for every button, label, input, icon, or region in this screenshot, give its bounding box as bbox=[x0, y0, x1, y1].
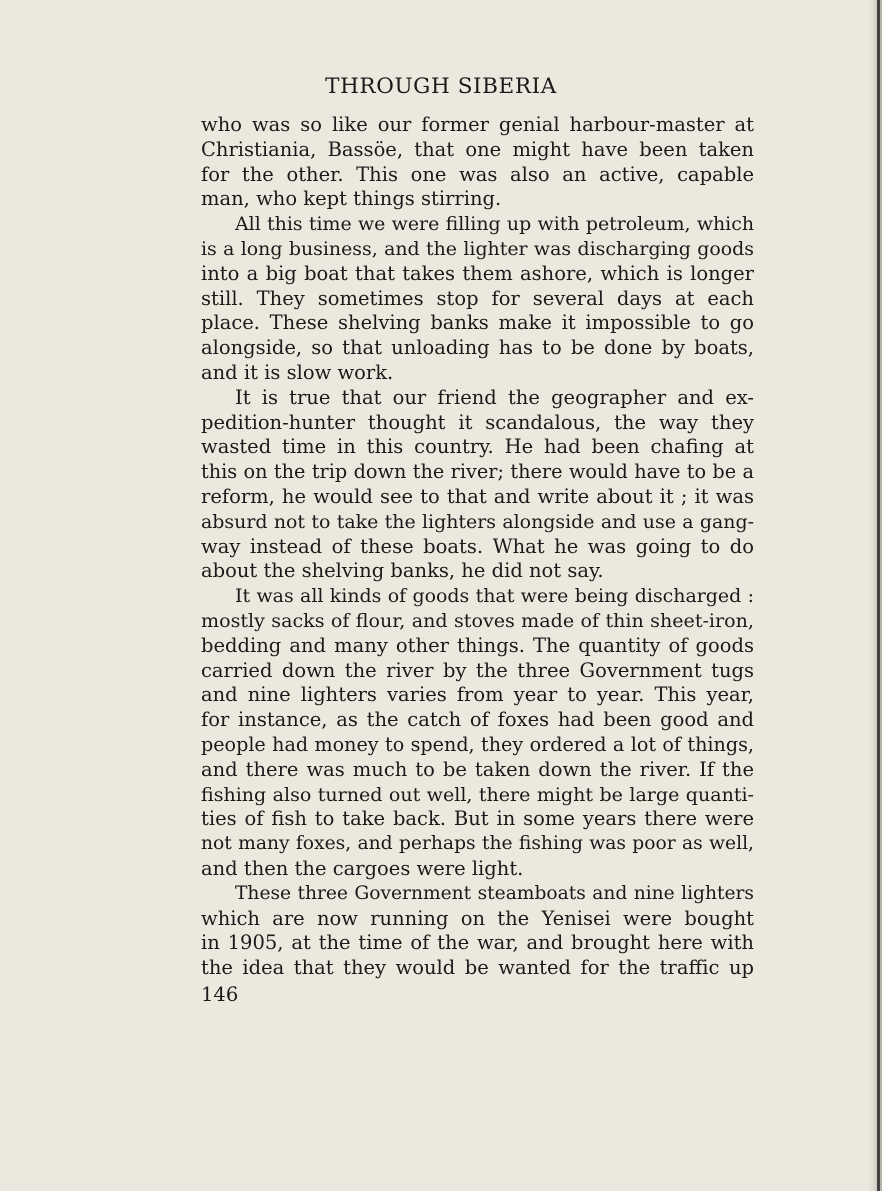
text-line: It was all kinds of goods that were being discharged : bbox=[235, 585, 754, 608]
text-line: not many foxes, and perhaps the fishing was poor as well, bbox=[201, 833, 754, 855]
text-line: still. They sometimes stop for several days at each bbox=[201, 286, 754, 310]
text-line: absurd not to take the lighters alongside and use a gang- bbox=[201, 510, 754, 533]
text-line: into a big boat that takes them ashore, which is longer bbox=[201, 261, 754, 285]
text-line: pedition-hunter thought it scandalous, the way they bbox=[201, 410, 754, 434]
text-line: about the shelving banks, he did not say. bbox=[201, 559, 604, 583]
text-line: who was so like our former genial harbour-master at bbox=[201, 113, 754, 136]
page-number: 146 bbox=[201, 983, 239, 1006]
text-line: Christiania, Bassöe, that one might have been taken bbox=[201, 137, 754, 161]
text-line: man, who kept things stirring. bbox=[201, 187, 502, 211]
text-line: fishing also turned out well, there might be large quanti- bbox=[201, 783, 754, 806]
text-line: in 1905, at the time of the war, and brought here with bbox=[201, 931, 754, 955]
text-line: and then the cargoes were light. bbox=[201, 856, 524, 880]
text-line: alongside, so that unloading has to be done by boats, bbox=[201, 336, 754, 360]
running-head: THROUGH SIBERIA bbox=[325, 74, 557, 99]
body-text bbox=[201, 113, 754, 981]
text-line: These three Government steamboats and nine lighters bbox=[235, 882, 754, 904]
text-line: ties of fish to take back. But in some years there were bbox=[201, 807, 754, 831]
text-line: which are now running on the Yenisei were bought bbox=[201, 906, 754, 930]
text-line: way instead of these boats. What he was going to do bbox=[201, 534, 754, 558]
text-line: is a long business, and the lighter was discharging goods bbox=[201, 237, 754, 260]
text-line: and nine lighters varies from year to year. This year, bbox=[201, 683, 754, 707]
page-edge-line bbox=[877, 0, 880, 1191]
text-line: wasted time in this country. He had been chafing at bbox=[201, 435, 754, 459]
text-line: for instance, as the catch of foxes had been good and bbox=[201, 708, 754, 732]
text-line: and there was much to be taken down the river. If the bbox=[201, 757, 754, 781]
text-line: All this time we were filling up with petroleum, which bbox=[235, 213, 754, 236]
text-line: bedding and many other things. The quantity of goods bbox=[201, 633, 754, 657]
text-line: It is true that our friend the geographer and ex- bbox=[235, 385, 754, 409]
text-line: reform, he would see to that and write about it ; it was bbox=[201, 484, 754, 508]
text-line: place. These shelving banks make it impossible to go bbox=[201, 311, 754, 335]
text-line: the idea that they would be wanted for the traffic up bbox=[201, 956, 754, 980]
text-line: this on the trip down the river; there would have to be a bbox=[201, 460, 754, 484]
text-line: carried down the river by the three Government tugs bbox=[201, 658, 754, 682]
text-line: mostly sacks of flour, and stoves made of thin sheet-iron, bbox=[201, 609, 754, 632]
text-line: for the other. This one was also an active, capable bbox=[201, 162, 754, 186]
text-line: and it is slow work. bbox=[201, 360, 394, 384]
text-line: people had money to spend, they ordered a lot of things, bbox=[201, 732, 754, 756]
